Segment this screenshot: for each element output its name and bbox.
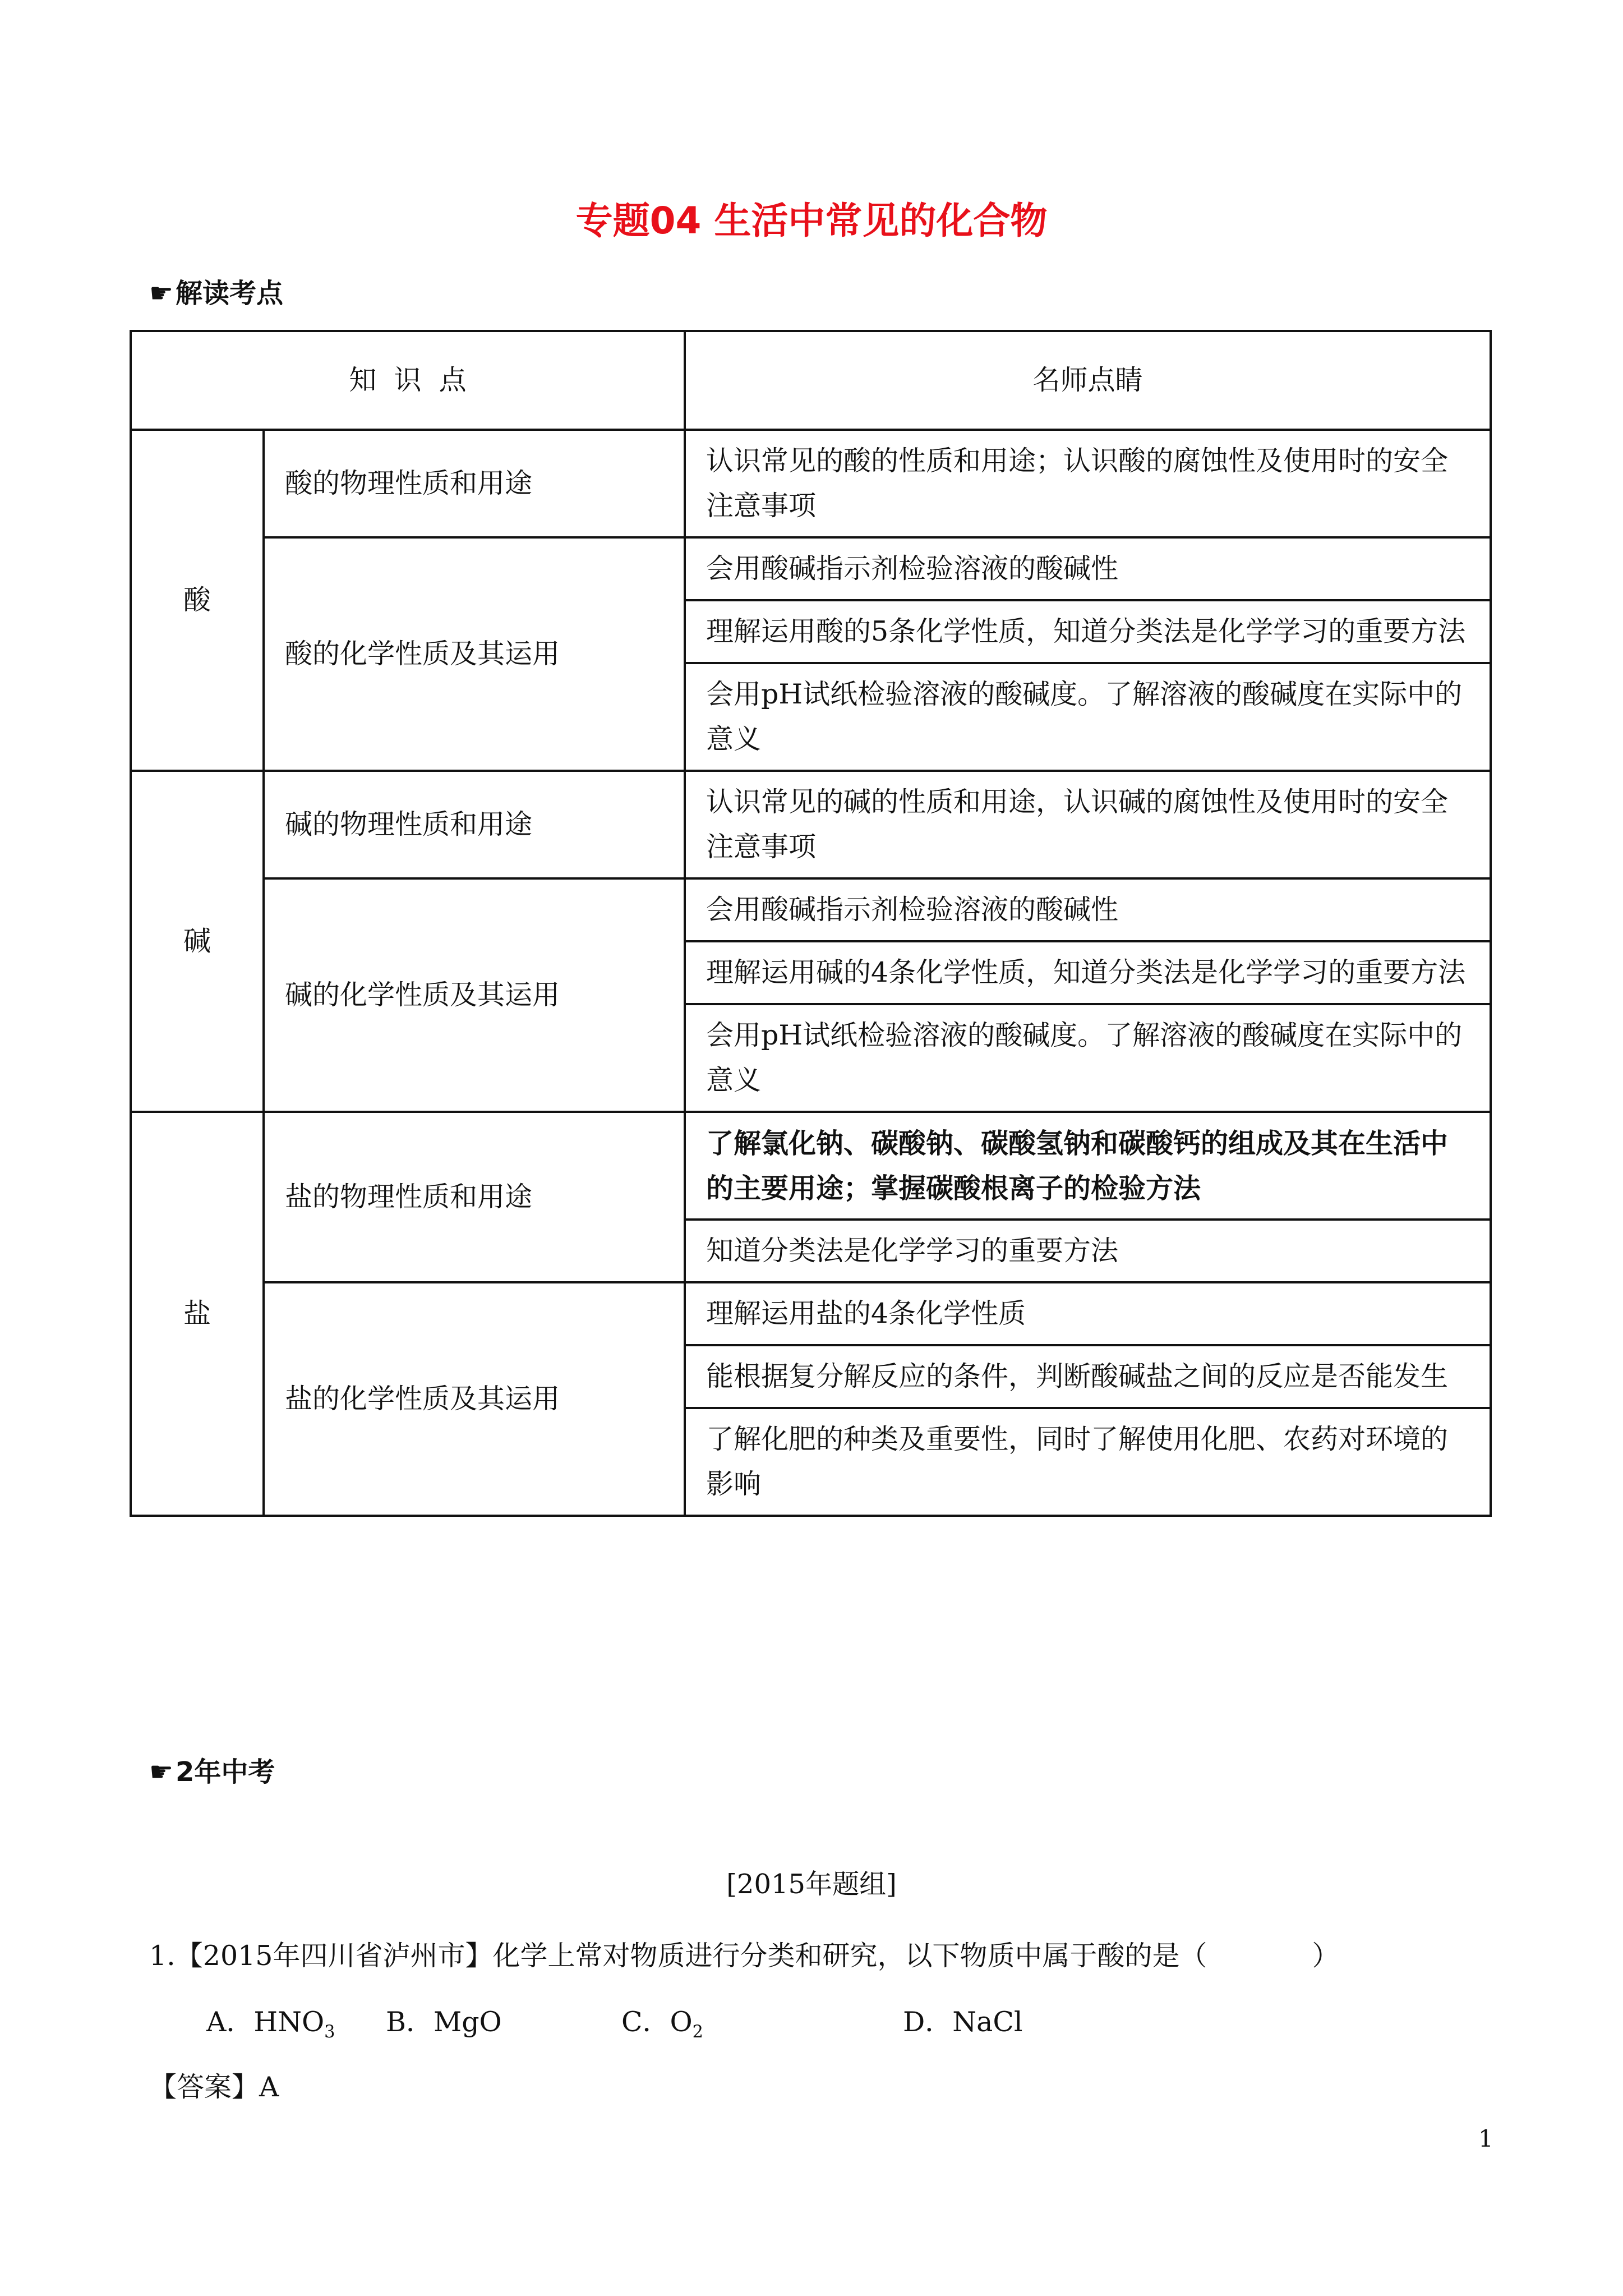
tip-cell: 理解运用碱的4条化学性质，知道分类法是化学学习的重要方法 <box>685 941 1491 1004</box>
tip-cell: 认识常见的碱的性质和用途，认识碱的腐蚀性及使用时的安全注意事项 <box>685 771 1491 878</box>
question-source: 【2015年四川省泸州市】 <box>175 1940 493 1972</box>
pointing-hand-icon: ☛ <box>149 278 174 309</box>
tip-cell: 理解运用盐的4条化学性质 <box>685 1282 1491 1345</box>
answer-line <box>149 2065 279 2105</box>
option-d: D．NaCl <box>903 2006 1023 2038</box>
knowledge-points-table <box>130 330 1492 1517</box>
question-number: 1. <box>149 1940 176 1972</box>
option-b: B．MgO <box>386 2006 502 2038</box>
tip-cell: 会用pH试纸检验溶液的酸碱度。了解溶液的酸碱度在实际中的意义 <box>685 663 1491 771</box>
page-title: 专题04 生活中常见的化合物 <box>575 199 1048 242</box>
topic-cell: 酸的物理性质和用途 <box>264 430 685 537</box>
table-header-row <box>131 331 1491 430</box>
tip-cell: 会用pH试纸检验溶液的酸碱度。了解溶液的酸碱度在实际中的意义 <box>685 1004 1491 1112</box>
answer-label: 【答案】 <box>149 2071 260 2103</box>
category-salt: 盐 <box>131 1112 264 1516</box>
section-heading-exam-points <box>149 272 283 310</box>
question-group-title: [2015年题组] <box>726 1869 897 1900</box>
tip-cell: 能根据复分解反应的条件，判断酸碱盐之间的反应是否能发生 <box>685 1345 1491 1408</box>
answer-value: A <box>259 2071 279 2103</box>
topic-cell: 碱的物理性质和用途 <box>264 771 685 878</box>
question-text: 化学上常对物质进行分类和研究，以下物质中属于酸的是（ ） <box>492 1940 1340 1972</box>
section-heading-label: 解读考点 <box>176 278 284 309</box>
tip-cell: 会用酸碱指示剂检验溶液的酸碱性 <box>685 537 1491 600</box>
table-row <box>131 430 1491 537</box>
tip-cell: 理解运用酸的5条化学性质，知道分类法是化学学习的重要方法 <box>685 600 1491 663</box>
category-base: 碱 <box>131 771 264 1112</box>
tip-cell: 了解氯化钠、碳酸钠、碳酸氢钠和碳酸钙的组成及其在生活中的主要用途；掌握碳酸根离子的检验方法 <box>685 1112 1491 1220</box>
topic-cell: 盐的化学性质及其运用 <box>264 1282 685 1516</box>
topic-cell: 碱的化学性质及其运用 <box>264 878 685 1112</box>
table-row <box>131 537 1491 600</box>
table-row <box>131 878 1491 941</box>
option-c: C．$O_2$ <box>621 2006 703 2042</box>
topic-cell: 酸的化学性质及其运用 <box>264 537 685 771</box>
pointing-hand-icon: ☛ <box>149 1756 174 1788</box>
option-a: A．$HNO_3$ <box>206 2006 335 2042</box>
section-heading-label: 2年中考 <box>176 1756 275 1788</box>
tip-cell: 知道分类法是化学学习的重要方法 <box>685 1220 1491 1282</box>
tip-cell: 会用酸碱指示剂检验溶液的酸碱性 <box>685 878 1491 941</box>
table-row <box>131 1112 1491 1220</box>
table-row <box>131 1282 1491 1345</box>
category-acid: 酸 <box>131 430 264 771</box>
section-heading-exams <box>149 1750 275 1789</box>
table-row <box>131 771 1491 878</box>
header-teacher-tips: 名师点睛 <box>685 331 1491 430</box>
tip-cell: 认识常见的酸的性质和用途；认识酸的腐蚀性及使用时的安全注意事项 <box>685 430 1491 537</box>
tip-cell: 了解化肥的种类及重要性，同时了解使用化肥、农药对环境的影响 <box>685 1408 1491 1516</box>
topic-cell: 盐的物理性质和用途 <box>264 1112 685 1282</box>
header-knowledge-point: 知 识 点 <box>131 331 685 430</box>
page-number: 1 <box>1478 2125 1493 2152</box>
question-stem <box>149 1934 1339 1973</box>
